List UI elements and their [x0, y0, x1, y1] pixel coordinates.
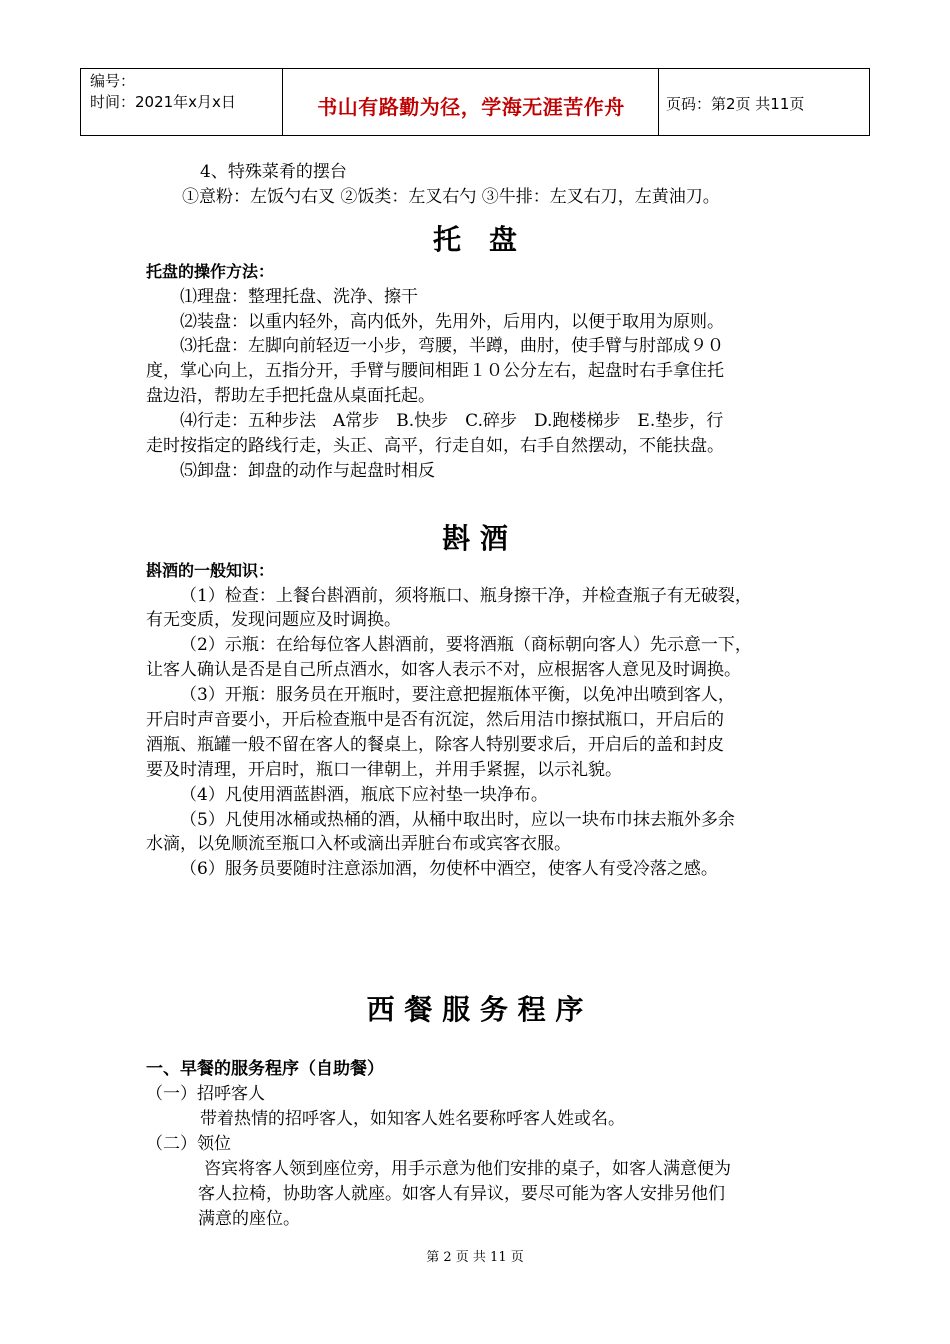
tray-line-2: ⑵装盘：以重内轻外，高内低外，先用外，后用内，以便于取用为原则。 — [180, 312, 724, 332]
wine-line-7: 酒瓶、瓶罐一般不留在客人的餐桌上，除客人特别要求后，开启后的盖和封皮 — [146, 735, 724, 755]
tray-line-3: ⑶托盘：左脚向前轻迈一小步，弯腰，半蹲，曲肘，使手臂与肘部成９０ — [180, 336, 724, 356]
wine-line-1: （1）检查：上餐台斟酒前，须将瓶口、瓶身擦干净，并检查瓶子有无破裂， — [180, 586, 752, 606]
tray-line-7: 走时按指定的路线行走，头正、高平，行走自如，右手自然摆动，不能扶盘。 — [146, 436, 724, 456]
tray-line-4: 度，掌心向上，五指分开，手臂与腰间相距１０公分左右，起盘时右手拿住托 — [146, 361, 724, 381]
western-subheading: 一、早餐的服务程序（自助餐） — [146, 1059, 384, 1079]
tray-subheading: 托盘的操作方法： — [146, 262, 275, 281]
wine-title: 斟 酒 — [442, 522, 508, 555]
western-item2-line-3: 满意的座位。 — [198, 1209, 300, 1229]
wine-line-12: （6）服务员要随时注意添加酒，勿使杯中酒空，使客人有受冷落之感。 — [180, 859, 718, 879]
wine-line-6: 开启时声音要小，开后检查瓶中是否有沉淀，然后用洁巾擦拭瓶口，开启后的 — [146, 710, 724, 730]
western-item1-label: （一）招呼客人 — [146, 1084, 265, 1104]
wine-line-4: 让客人确认是否是自己所点酒水，如客人表示不对，应根据客人意见及时调换。 — [146, 660, 741, 680]
wine-line-5: （3）开瓶：服务员在开瓶时，要注意把握瓶体平衡，以免冲出喷到客人， — [180, 685, 735, 705]
western-item2-label: （二）领位 — [146, 1134, 231, 1154]
header-divider-mid-right — [658, 68, 659, 136]
header-page-info: 页码：第2页 共11页 — [666, 95, 805, 113]
header-divider-left — [80, 68, 81, 136]
western-item2-line-2: 客人拉椅，协助客人就座。如客人有异议，要尽可能为客人安排另他们 — [198, 1184, 725, 1204]
tray-line-1: ⑴理盘：整理托盘、洗净、擦干 — [180, 287, 418, 307]
wine-line-3: （2）示瓶：在给每位客人斟酒前，要将酒瓶（商标朝向客人）先示意一下， — [180, 635, 752, 655]
wine-line-2: 有无变质，发现问题应及时调换。 — [146, 610, 401, 630]
header-divider-right — [869, 68, 870, 136]
header-divider-mid-left — [282, 68, 283, 136]
header-bottom-rule — [80, 135, 870, 136]
western-item2-line-1: 咨宾将客人领到座位旁，用手示意为他们安排的桌子，如客人满意便为 — [204, 1159, 731, 1179]
wine-subheading: 斟酒的一般知识： — [146, 561, 275, 580]
wine-line-8: 要及时清理，开启时，瓶口一律朝上，并用手紧握，以示礼貌。 — [146, 760, 622, 780]
western-item1-text: 带着热情的招呼客人，如知客人姓名要称呼客人姓或名。 — [200, 1109, 625, 1129]
tray-title: 托 盘 — [432, 223, 517, 256]
wine-line-11: 水滴，以免顺流至瓶口入杯或滴出弄脏台布或宾客衣服。 — [146, 834, 571, 854]
header-motto: 书山有路勤为径，学海无涯苦作舟 — [317, 95, 625, 119]
wine-line-10: （5）凡使用冰桶或热桶的酒，从桶中取出时，应以一块布巾抹去瓶外多余 — [180, 810, 735, 830]
header-meta — [90, 71, 236, 113]
header-number-label: 编号： — [90, 72, 136, 90]
page-footer: 第 2 页 共 11 页 — [426, 1250, 524, 1265]
western-title: 西 餐 服 务 程 序 — [366, 993, 584, 1026]
serving-line: ①意粉：左饭勺右叉 ②饭类：左叉右勺 ③牛排：左叉右刀，左黄油刀。 — [182, 187, 720, 207]
header-top-rule — [80, 68, 870, 69]
serving-heading: 4、特殊菜肴的摆台 — [200, 162, 347, 182]
tray-line-5: 盘边沿，帮助左手把托盘从桌面托起。 — [146, 386, 435, 406]
wine-line-9: （4）凡使用酒蓝斟酒，瓶底下应衬垫一块净布。 — [180, 785, 548, 805]
tray-line-8: ⑸卸盘：卸盘的动作与起盘时相反 — [180, 461, 435, 481]
header-time-label: 时间：2021年x月x日 — [90, 93, 236, 111]
tray-line-6: ⑷行走：五种步法 A常步 B.快步 C.碎步 D.跑楼梯步 E.垫步，行 — [180, 411, 724, 431]
